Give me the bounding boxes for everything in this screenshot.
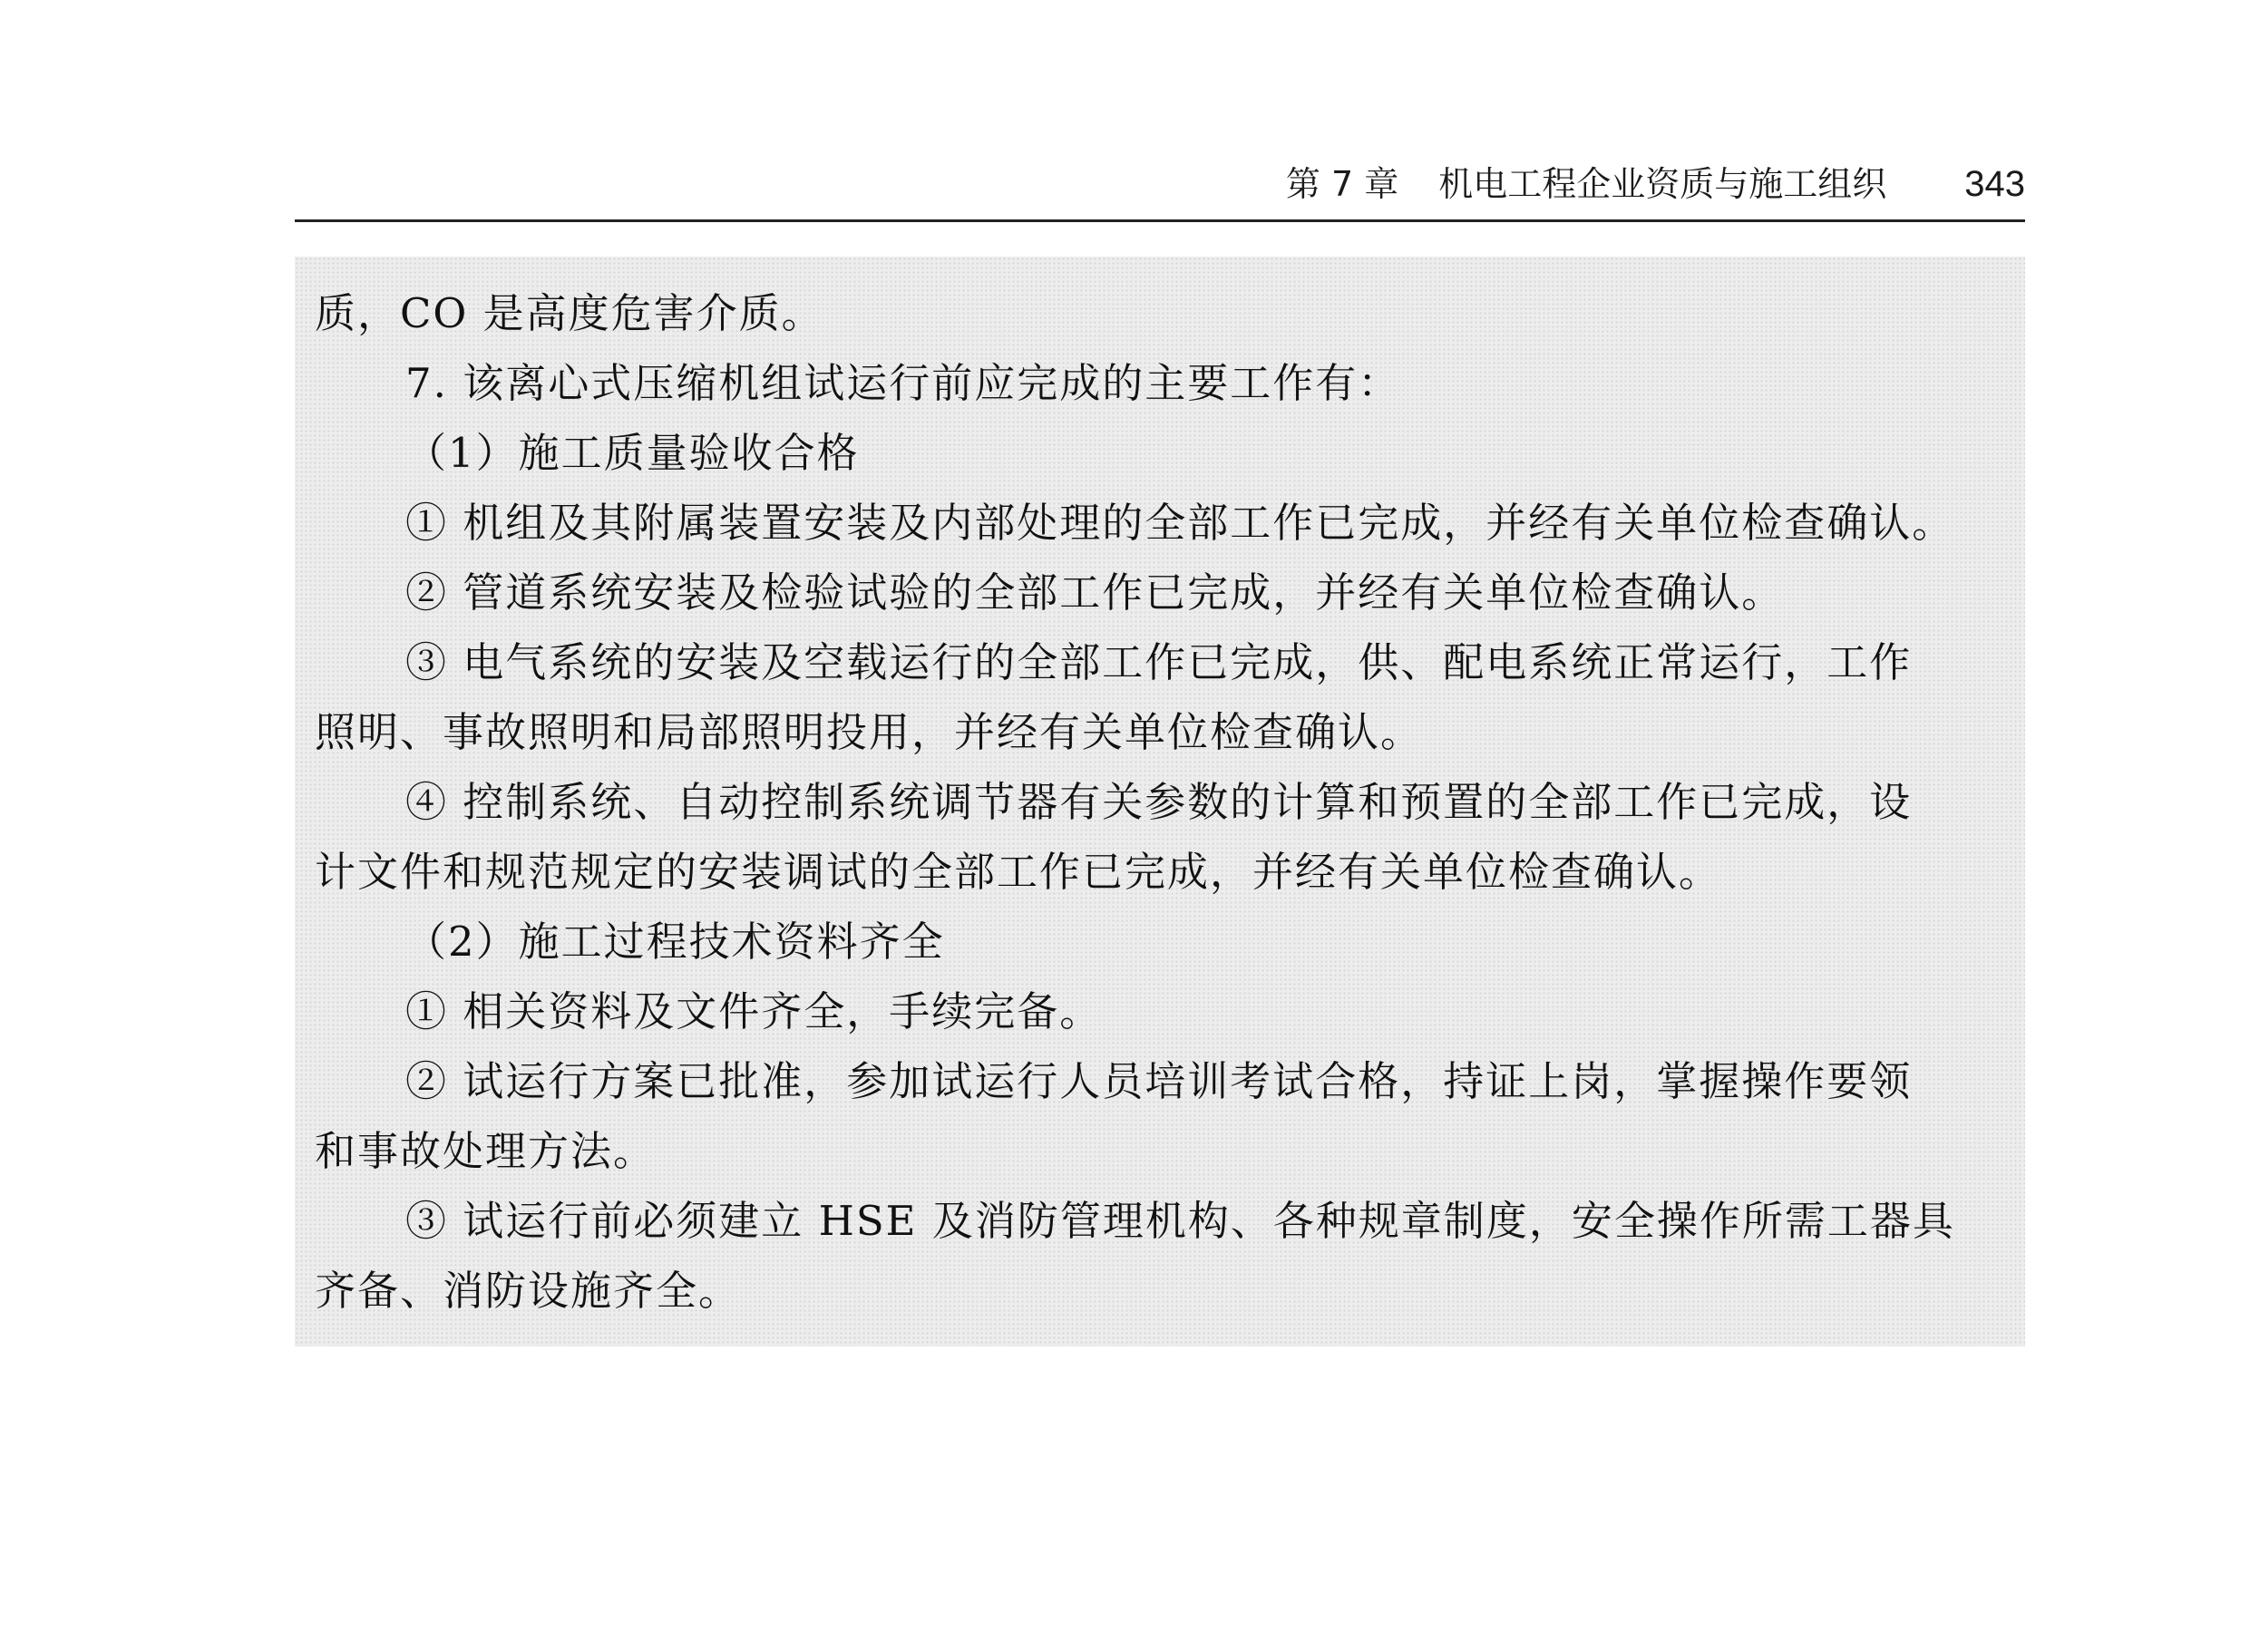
list-item-1-3-continued: 照明、事故照明和局部照明投用，并经有关单位检查确认。 (315, 708, 1424, 756)
question-heading: 7. 该离心式压缩机组试运行前应完成的主要工作有： (405, 359, 1401, 407)
chapter-title: 机电工程企业资质与施工组织 (1438, 164, 1887, 204)
chapter-label: 第 7 章 (1285, 164, 1399, 204)
list-item-1-4: ④ 控制系统、自动控制系统调节器有关参数的计算和预置的全部工作已完成，设 (405, 778, 1913, 826)
list-item-2-3: ③ 试运行前必须建立 HSE 及消防管理机构、各种规章制度，安全操作所需工器具 (405, 1197, 1955, 1245)
section-heading-1: （1）施工质量验收合格 (405, 429, 860, 477)
section-heading-2: （2）施工过程技术资料齐全 (405, 918, 945, 966)
list-item-1-4-continued: 计文件和规范规定的安装调试的全部工作已完成，并经有关单位检查确认。 (315, 848, 1722, 896)
answer-text-block (295, 257, 2025, 1346)
running-head (1286, 156, 2025, 206)
list-item-1-2: ② 管道系统安装及检验试验的全部工作已完成，并经有关单位检查确认。 (405, 568, 1785, 617)
page-number: 343 (1964, 164, 2025, 204)
list-item-1-1: ① 机组及其附属装置安装及内部处理的全部工作已完成，并经有关单位检查确认。 (405, 499, 1955, 547)
list-item-2-1: ① 相关资料及文件齐全，手续完备。 (405, 987, 1103, 1035)
page-header (295, 145, 2025, 222)
text-line-continuation: 质，CO 是高度危害介质。 (315, 289, 824, 337)
list-item-1-3: ③ 电气系统的安装及空载运行的全部工作已完成，供、配电系统正常运行，工作 (405, 638, 1913, 686)
list-item-2-2-continued: 和事故处理方法。 (315, 1127, 657, 1175)
list-item-2-3-continued: 齐备、消防设施齐全。 (315, 1267, 742, 1315)
list-item-2-2: ② 试运行方案已批准，参加试运行人员培训考试合格，持证上岗，掌握操作要领 (405, 1057, 1913, 1105)
